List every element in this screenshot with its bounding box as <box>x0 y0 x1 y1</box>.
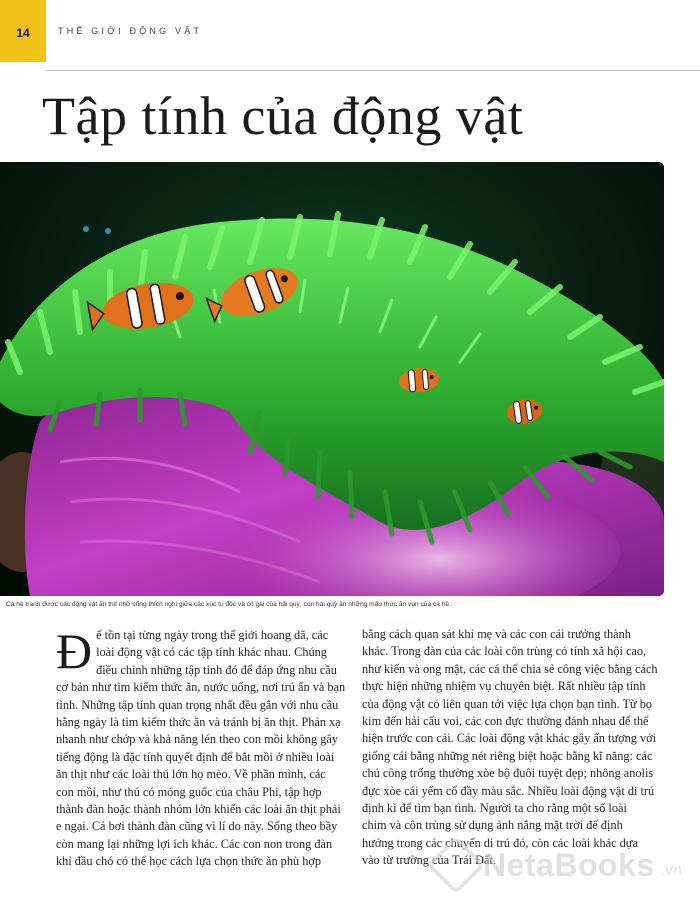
watermark-brand: NetaBooks <box>483 846 655 883</box>
body-column-right <box>362 626 672 870</box>
body-line: kim đến hải cẩu voi, các con đực thường đánh nhau để thể <box>362 714 649 729</box>
body-line: thành đàn hoặc thành nhóm lớn khiến các loài ăn thịt phải <box>56 802 341 817</box>
body-line: vào từ trường của Trái Đất. <box>362 853 496 868</box>
body-column-left <box>56 623 366 871</box>
body-line: của động vật có liên quan tới việc lựa chọn bạn tình. Từ bọ <box>362 696 653 711</box>
body-line: ể tồn tại từng ngày trong thế giới hoang dã, các <box>96 628 329 642</box>
body-line: hướng trong các chuyến di trú đó, còn các loài khác dựa <box>362 835 638 850</box>
netabooks-logo-icon <box>426 835 485 894</box>
drop-cap: Đ <box>56 623 93 679</box>
body-line: loài động vật có các tập tính khác nhau. Chúng <box>96 645 327 660</box>
body-line: khác. Trong đàn của các loài côn trùng có tính xã hội cao, <box>362 644 647 659</box>
body-line: hiện trước con cái. Các loài động vật khác gây ấn tượng với <box>362 731 657 746</box>
body-line: hằng ngày là tìm kiếm thức ăn và tránh bị ăn thịt. Phản xạ <box>56 715 341 730</box>
body-line: bằng cách quan sát khỉ mẹ và các con cái trưởng thành <box>362 627 631 641</box>
body-line: con mồi, như thú có móng guốc của châu Phi, tập hợp <box>56 784 322 799</box>
body-line: còn mang lại những lợi ích khác. Các con non trong đàn <box>56 836 333 851</box>
body-line: thực hiện những nhiệm vụ chuyên biệt. Rất nhiều tập tính <box>362 679 646 694</box>
body-line: ăn thịt như các loài thú lớn họ mèo. Về phần mình, các <box>56 767 326 782</box>
body-line: khỉ đầu chó có thể học cách lựa chọn thức ăn phù hợp <box>56 854 322 869</box>
watermark-suffix: .vn <box>660 862 682 879</box>
body-line: tình. Những tập tính quan trọng nhất đều gắn với nhu cầu <box>56 697 339 712</box>
body-line: chú công trống thường xòe bộ đuôi tuyệt đẹp; nhông anolis <box>362 766 654 781</box>
page-number <box>0 0 46 62</box>
body-line: giống cái bằng những nét riêng biệt hoặc bằng kĩ năng: các <box>362 748 653 763</box>
header-rule <box>46 70 700 71</box>
page-title: Tập tính của động vật <box>42 86 524 146</box>
photo-illustration <box>0 162 664 596</box>
body-line: tiếng động là đặc tính quyết định để bắt mồi ở nhiều loài <box>56 749 335 764</box>
photo-caption: Cá hề tranh được các động vật ăn thịt nhờ sống thích nghi giữa các xúc tu độc và có gai của hải quỳ, con hải quỳ ăn những mẩu thức ăn vụn của cá hề. <box>6 601 451 608</box>
body-line: như kiến và ong mật, các cá thể chia sẻ công việc bằng cách <box>362 661 658 676</box>
body-line: điều chỉnh những tập tính đó để đáp ứng nhu cầu <box>96 662 337 677</box>
body-line: cơ bản như tìm kiếm thức ăn, nước uống, nơi trú ẩn và bạn <box>56 680 346 695</box>
clownfish-anemone-photo <box>0 162 664 596</box>
running-header: THẾ GIỚI ĐỘNG VẬT <box>58 26 203 36</box>
page-number-text: 14 <box>16 26 30 40</box>
body-line: định kì để tìm bạn tình. Người ta cho rằng một số loài <box>362 801 627 816</box>
body-line: chim và côn trùng sử dụng ánh nắng mặt trời để định <box>362 818 623 833</box>
body-line: nhanh như chớp và khả năng lén theo con mồi không gây <box>56 732 338 747</box>
body-line: e ngại. Cá bơi thành đàn cũng vì lí do này. Sống theo bầy <box>56 819 338 834</box>
body-line: đực xòe cái yếm cổ đầy màu sắc. Nhiều loài động vật di trú <box>362 783 655 798</box>
netabooks-watermark <box>435 844 682 886</box>
